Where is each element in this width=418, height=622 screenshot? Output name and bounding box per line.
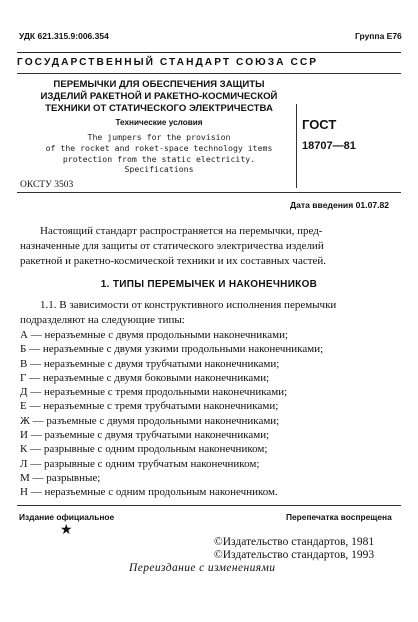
udk-code: УДК 621.315.9:006.354 — [19, 31, 109, 41]
effective-date: Дата введения 01.07.82 — [290, 200, 390, 210]
list-item: Л — разрывные с одним трубчатым наконечником; — [20, 457, 260, 470]
gost-label: ГОСТ — [302, 117, 337, 132]
list-item: К — разрывные с одним продольным наконечником; — [20, 443, 268, 456]
banner-rule — [17, 73, 401, 74]
star-mark: ★ — [60, 523, 73, 538]
copyright-block — [214, 536, 374, 562]
okstu-rule — [17, 192, 401, 193]
list-item: Н — неразъемные с одним продольным наконечником. — [20, 486, 278, 499]
types-list — [20, 328, 404, 500]
top-rule — [17, 52, 401, 53]
list-item: Е — неразъемные с тремя трубчатыми наконечниками; — [20, 400, 279, 413]
clause-line: 1.1. В зависимости от конструктивного исполнения перемычки — [40, 299, 337, 311]
list-item: Г — неразъемные с двумя боковыми наконечниками; — [20, 371, 270, 384]
title-en-line: The jumpers for the provision — [87, 132, 231, 142]
reissue-note: Переиздание с изменениями — [129, 562, 276, 574]
list-item: Ж — разъемные с двумя продольными наконечниками; — [20, 414, 280, 427]
title-russian — [17, 79, 301, 115]
clause-paragraph — [20, 298, 402, 328]
intro-line: Настоящий стандарт распространяется на перемычки, пред- — [40, 225, 323, 237]
list-item: В — неразъемные с двумя трубчатыми наконечниками; — [20, 357, 280, 370]
official-edition: Издание официальное — [19, 512, 115, 522]
list-item: Д — неразъемные с тремя продольными наконечниками; — [20, 386, 288, 399]
copyright-line: ©Издательство стандартов, 1981 — [214, 536, 375, 548]
copyright-line: ©Издательство стандартов, 1993 — [214, 549, 375, 561]
title-en-line: protection from the static electricity. — [62, 153, 256, 164]
intro-line: назначенные для защиты от статического электричества изделий — [20, 240, 324, 252]
title-line: ПЕРЕМЫЧКИ ДЛЯ ОБЕСПЕЧЕНИЯ ЗАЩИТЫ — [53, 79, 265, 90]
intro-paragraph — [20, 224, 402, 269]
group-code: Группа Е76 — [355, 31, 402, 41]
reprint-prohibited: Перепечатка воспрещена — [286, 512, 392, 522]
section-heading: 1. ТИПЫ ПЕРЕМЫЧЕК И НАКОНЕЧНИКОВ — [100, 279, 318, 290]
list-item: Б — неразъемные с двумя узкими продольными наконечниками; — [20, 343, 324, 356]
title-english — [17, 132, 301, 175]
clause-line: подразделяют на следующие типы: — [20, 313, 185, 326]
title-en-line: of the rocket and roket-space technology items — [45, 142, 273, 153]
title-line: ТЕХНИКИ ОТ СТАТИЧЕСКОГО ЭЛЕКТРИЧЕСТВА — [45, 103, 273, 114]
gost-block — [302, 117, 402, 154]
intro-line: ракетной и ракетно-космической техники и их составных частей. — [20, 255, 327, 267]
okstu-code: ОКСТУ 3503 — [20, 180, 74, 190]
tech-conditions: Технические условия — [115, 118, 203, 127]
footer-rule — [17, 505, 401, 506]
list-item: И — разъемные с двумя трубчатыми наконечниками; — [20, 429, 270, 442]
list-item: А — неразъемные с двумя продольными наконечниками; — [20, 329, 289, 341]
list-item: М — разрывные; — [20, 471, 101, 484]
standard-banner: ГОСУДАРСТВЕННЫЙ СТАНДАРТ СОЮЗА ССР — [17, 57, 319, 68]
title-en-line: Specifications — [124, 164, 194, 175]
title-line: ИЗДЕЛИЙ РАКЕТНОЙ И РАКЕТНО-КОСМИЧЕСКОЙ — [40, 91, 278, 102]
gost-number: 18707—81 — [302, 140, 356, 152]
